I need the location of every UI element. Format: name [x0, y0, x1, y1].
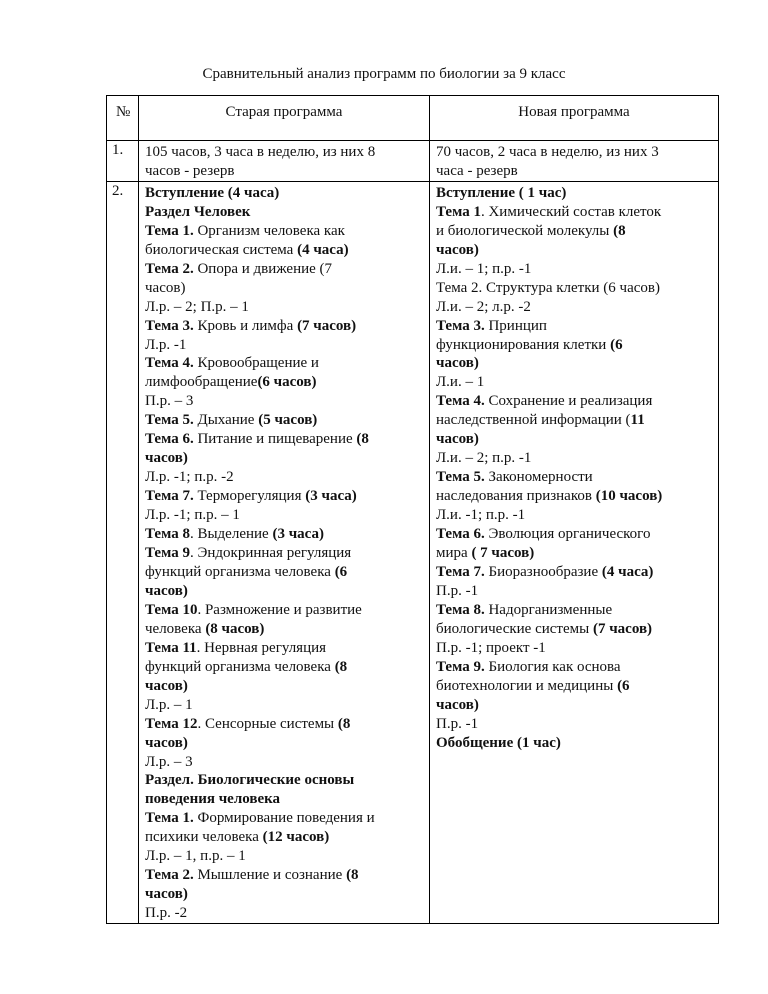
cell-line — [436, 639, 714, 658]
cell-line — [145, 639, 425, 658]
cell-line — [145, 753, 425, 772]
text-segment: лимфообращение — [145, 374, 258, 391]
text-segment: П.р. -1; проект -1 — [436, 639, 546, 656]
table-header-row — [107, 96, 719, 141]
text-segment: (6 — [610, 336, 623, 353]
cell-line — [145, 487, 425, 506]
text-segment: (7 часов) — [592, 620, 653, 637]
cell-line — [145, 279, 425, 298]
text-segment: Л.р. – 3 — [145, 753, 193, 770]
text-segment: . Размножение и развитие — [197, 601, 362, 618]
text-segment: Питание и пищеварение — [193, 431, 357, 448]
cell-line — [436, 430, 714, 449]
cell-line — [145, 392, 425, 411]
cell-line — [145, 468, 425, 487]
text-segment: Тема 5. — [145, 412, 194, 429]
text-segment: Тема 8 — [145, 526, 190, 543]
cell-line — [145, 298, 425, 317]
text-segment: часов) — [145, 886, 188, 903]
text-segment: Тема 6. — [145, 431, 194, 448]
text-segment: (8 — [337, 715, 351, 732]
text-segment: Закономерности — [484, 469, 593, 486]
cell-line — [145, 544, 425, 563]
text-segment: Тема 2. — [145, 867, 194, 884]
text-segment: функционирования клетки — [436, 336, 611, 353]
cell-line — [145, 866, 425, 885]
text-segment: биотехнологии и медицины — [436, 677, 618, 694]
table-row-hours — [107, 141, 719, 182]
cell-line — [436, 336, 714, 355]
header-new-program: Новая программа — [430, 96, 719, 141]
cell-line — [145, 847, 425, 866]
text-segment: биологическая система — [145, 241, 298, 258]
text-segment: часов) — [145, 582, 188, 599]
text-segment: мира — [436, 545, 472, 562]
text-segment: человека — [145, 620, 206, 637]
cell-line — [436, 601, 714, 620]
cell-line — [436, 373, 714, 392]
cell-line — [436, 734, 714, 753]
cell-line — [145, 354, 425, 373]
cell-line: 70 часов, 2 часа в неделю, из них 3 — [436, 144, 659, 160]
text-segment: ( 7 часов) — [471, 545, 535, 562]
cell-line — [145, 222, 425, 241]
text-segment: 11 — [630, 412, 645, 429]
cell-line — [436, 449, 714, 468]
text-segment: (10 часов) — [595, 488, 663, 505]
cell-line — [436, 620, 714, 639]
text-segment: Тема 9 — [145, 545, 190, 562]
text-segment: П.р. – 3 — [145, 393, 194, 410]
cell-line — [436, 222, 714, 241]
text-segment: Л.и. -1; п.р. -1 — [436, 507, 526, 524]
text-segment: Л.и. – 1; п.р. -1 — [436, 260, 532, 277]
cell-line — [436, 506, 714, 525]
text-segment: наследования признаков — [436, 488, 596, 505]
cell-line — [436, 544, 714, 563]
cell-line — [145, 203, 425, 222]
cell-line — [145, 563, 425, 582]
old-program-topics — [139, 181, 430, 923]
text-segment: . Эндокринная регуляция — [189, 545, 352, 562]
text-segment: Вступление (4 часа) — [145, 184, 280, 201]
cell-line: 105 часов, 3 часа в неделю, из них 8 — [145, 144, 376, 160]
text-segment: Л.р. – 2; П.р. – 1 — [145, 298, 249, 315]
row-number: 2. — [107, 181, 139, 923]
text-segment: Вступление ( 1 час) — [436, 184, 567, 201]
cell-line — [145, 601, 425, 620]
cell-line — [436, 487, 714, 506]
cell-line — [436, 317, 714, 336]
cell-line — [436, 392, 714, 411]
cell-line — [436, 468, 714, 487]
text-segment: (12 часов) — [262, 829, 330, 846]
table-row-topics — [107, 181, 719, 923]
text-segment: Кровь и лимфа — [193, 317, 298, 334]
cell-line — [436, 582, 714, 601]
cell-line — [145, 373, 425, 392]
text-segment: часов) — [145, 734, 188, 751]
cell-line — [436, 411, 714, 430]
text-segment: (8 — [356, 431, 369, 448]
text-segment: Терморегуляция — [193, 488, 306, 505]
text-segment: Принцип — [484, 317, 547, 334]
text-segment: Тема 1 — [436, 203, 481, 220]
cell-line — [436, 696, 714, 715]
text-segment: Тема 12 — [145, 715, 198, 732]
new-program-topics — [430, 181, 719, 923]
cell-line — [436, 354, 714, 373]
cell-line — [145, 184, 425, 203]
text-segment: Обобщение (1 час) — [436, 734, 561, 751]
text-segment: Опора и движение (7 — [193, 260, 333, 277]
text-segment: (6 часов) — [257, 374, 317, 391]
text-segment: (5 часов) — [258, 412, 318, 429]
comparison-table — [106, 95, 719, 924]
cell-line — [145, 525, 425, 544]
text-segment: биологические системы — [436, 620, 593, 637]
text-segment: (8 — [346, 867, 359, 884]
cell-line — [145, 430, 425, 449]
text-segment: Раздел. Биологические основы — [145, 772, 355, 789]
text-segment: Организм человека как — [193, 222, 345, 239]
text-segment: Тема 4. — [436, 393, 485, 410]
text-segment: часов) — [436, 355, 479, 372]
cell-line — [436, 241, 714, 260]
text-segment: (4 часа) — [601, 563, 654, 580]
cell-line — [145, 677, 425, 696]
text-segment: Л.р. -1; п.р. -2 — [145, 469, 234, 486]
text-segment: П.р. -2 — [145, 905, 188, 922]
text-segment: (3 часа) — [305, 488, 357, 505]
text-segment: функций организма человека — [145, 658, 335, 675]
text-segment: . Химический состав клеток — [480, 203, 662, 220]
text-segment: Кровообращение и — [193, 355, 319, 372]
text-segment: психики человека — [145, 829, 263, 846]
cell-line — [145, 620, 425, 639]
text-segment: Формирование поведения и — [193, 810, 375, 827]
text-segment: Мышление и сознание — [193, 867, 347, 884]
text-segment: Тема 1. — [145, 222, 194, 239]
text-segment: часов) — [436, 241, 479, 258]
cell-line — [145, 734, 425, 753]
cell-line — [145, 715, 425, 734]
cell-line — [145, 241, 425, 260]
cell-line — [145, 260, 425, 279]
text-segment: Дыхание — [193, 412, 259, 429]
text-segment: Биология как основа — [484, 658, 621, 675]
text-segment: Тема 7. — [436, 563, 485, 580]
text-segment: . Выделение — [189, 526, 273, 543]
text-segment: Л.р. -1; п.р. – 1 — [145, 507, 240, 524]
text-segment: Сохранение и реализация — [484, 393, 653, 410]
cell-line — [145, 828, 425, 847]
text-segment: Биоразнообразие — [484, 563, 602, 580]
text-segment: П.р. -1 — [436, 582, 479, 599]
cell-line — [145, 904, 425, 923]
cell-line — [145, 658, 425, 677]
cell-line — [145, 449, 425, 468]
text-segment: часов) — [436, 431, 479, 448]
text-segment: Тема 4. — [145, 355, 194, 372]
cell-line — [145, 506, 425, 525]
cell-line — [436, 184, 714, 203]
text-segment: Тема 5. — [436, 469, 485, 486]
text-segment: (8 часов) — [205, 620, 265, 637]
text-segment: часов) — [145, 450, 188, 467]
text-segment: Тема 1. — [145, 810, 194, 827]
cell-line — [436, 677, 714, 696]
cell-line — [436, 298, 714, 317]
cell-line — [145, 790, 425, 809]
text-segment: Тема 8. — [436, 601, 485, 618]
text-segment: Тема 3. — [145, 317, 194, 334]
cell-line — [145, 317, 425, 336]
cell-line — [436, 279, 714, 298]
cell-line — [145, 582, 425, 601]
text-segment: Тема 6. — [436, 526, 485, 543]
text-segment: функций организма человека — [145, 563, 335, 580]
cell-line — [145, 885, 425, 904]
text-segment: Л.и. – 2; л.р. -2 — [436, 298, 531, 315]
text-segment: и биологической молекулы — [436, 222, 614, 239]
cell-line — [145, 411, 425, 430]
text-segment: часов) — [145, 677, 188, 694]
text-segment: (8 — [334, 658, 348, 675]
text-segment: Тема 7. — [145, 488, 194, 505]
text-segment: (7 часов) — [297, 317, 357, 334]
text-segment: П.р. -1 — [436, 715, 479, 732]
cell-line: часа - резерв — [436, 162, 518, 179]
text-segment: Раздел Человек — [145, 203, 251, 220]
new-program-hours — [430, 141, 719, 182]
cell-line — [436, 525, 714, 544]
cell-line — [145, 336, 425, 355]
text-segment: . Сенсорные системы — [197, 715, 338, 732]
text-segment: Л.р. – 1, п.р. – 1 — [145, 848, 246, 865]
text-segment: часов) — [145, 279, 186, 296]
cell-line — [436, 658, 714, 677]
text-segment: (4 часа) — [297, 241, 349, 258]
text-segment: Л.и. – 2; п.р. -1 — [436, 450, 532, 467]
cell-line — [436, 260, 714, 279]
text-segment: (6 — [334, 563, 348, 580]
text-segment: Тема 11 — [145, 639, 197, 656]
row-number: 1. — [107, 141, 139, 182]
text-segment: Л.и. – 1 — [436, 374, 485, 391]
cell-line — [145, 771, 425, 790]
text-segment: . Нервная регуляция — [196, 639, 327, 656]
cell-line — [145, 809, 425, 828]
text-segment: наследственной информации ( — [436, 412, 631, 429]
old-program-hours — [139, 141, 430, 182]
text-segment: поведения человека — [145, 791, 281, 808]
text-segment: Л.р. -1 — [145, 336, 187, 353]
text-segment: Тема 3. — [436, 317, 485, 334]
text-segment: часов) — [436, 696, 479, 713]
header-old-program: Старая программа — [139, 96, 430, 141]
cell-line — [436, 563, 714, 582]
text-segment: Тема 2. — [145, 260, 194, 277]
cell-line: часов - резерв — [145, 162, 235, 179]
text-segment: Надорганизменные — [484, 601, 613, 618]
cell-line — [436, 203, 714, 222]
cell-line — [436, 715, 714, 734]
text-segment: (8 — [613, 222, 626, 239]
text-segment: Л.р. – 1 — [145, 696, 193, 713]
text-segment: Тема 9. — [436, 658, 485, 675]
document-title: Сравнительный анализ программ по биологии за 9 класс — [202, 66, 566, 82]
text-segment: (3 часа) — [272, 526, 324, 543]
header-number: № — [107, 96, 139, 141]
text-segment: (6 — [617, 677, 630, 694]
text-segment: Тема 2. Структура клетки (6 часов) — [436, 279, 660, 296]
text-segment: Эволюция органического — [484, 526, 651, 543]
cell-line — [145, 696, 425, 715]
text-segment: Тема 10 — [145, 601, 198, 618]
